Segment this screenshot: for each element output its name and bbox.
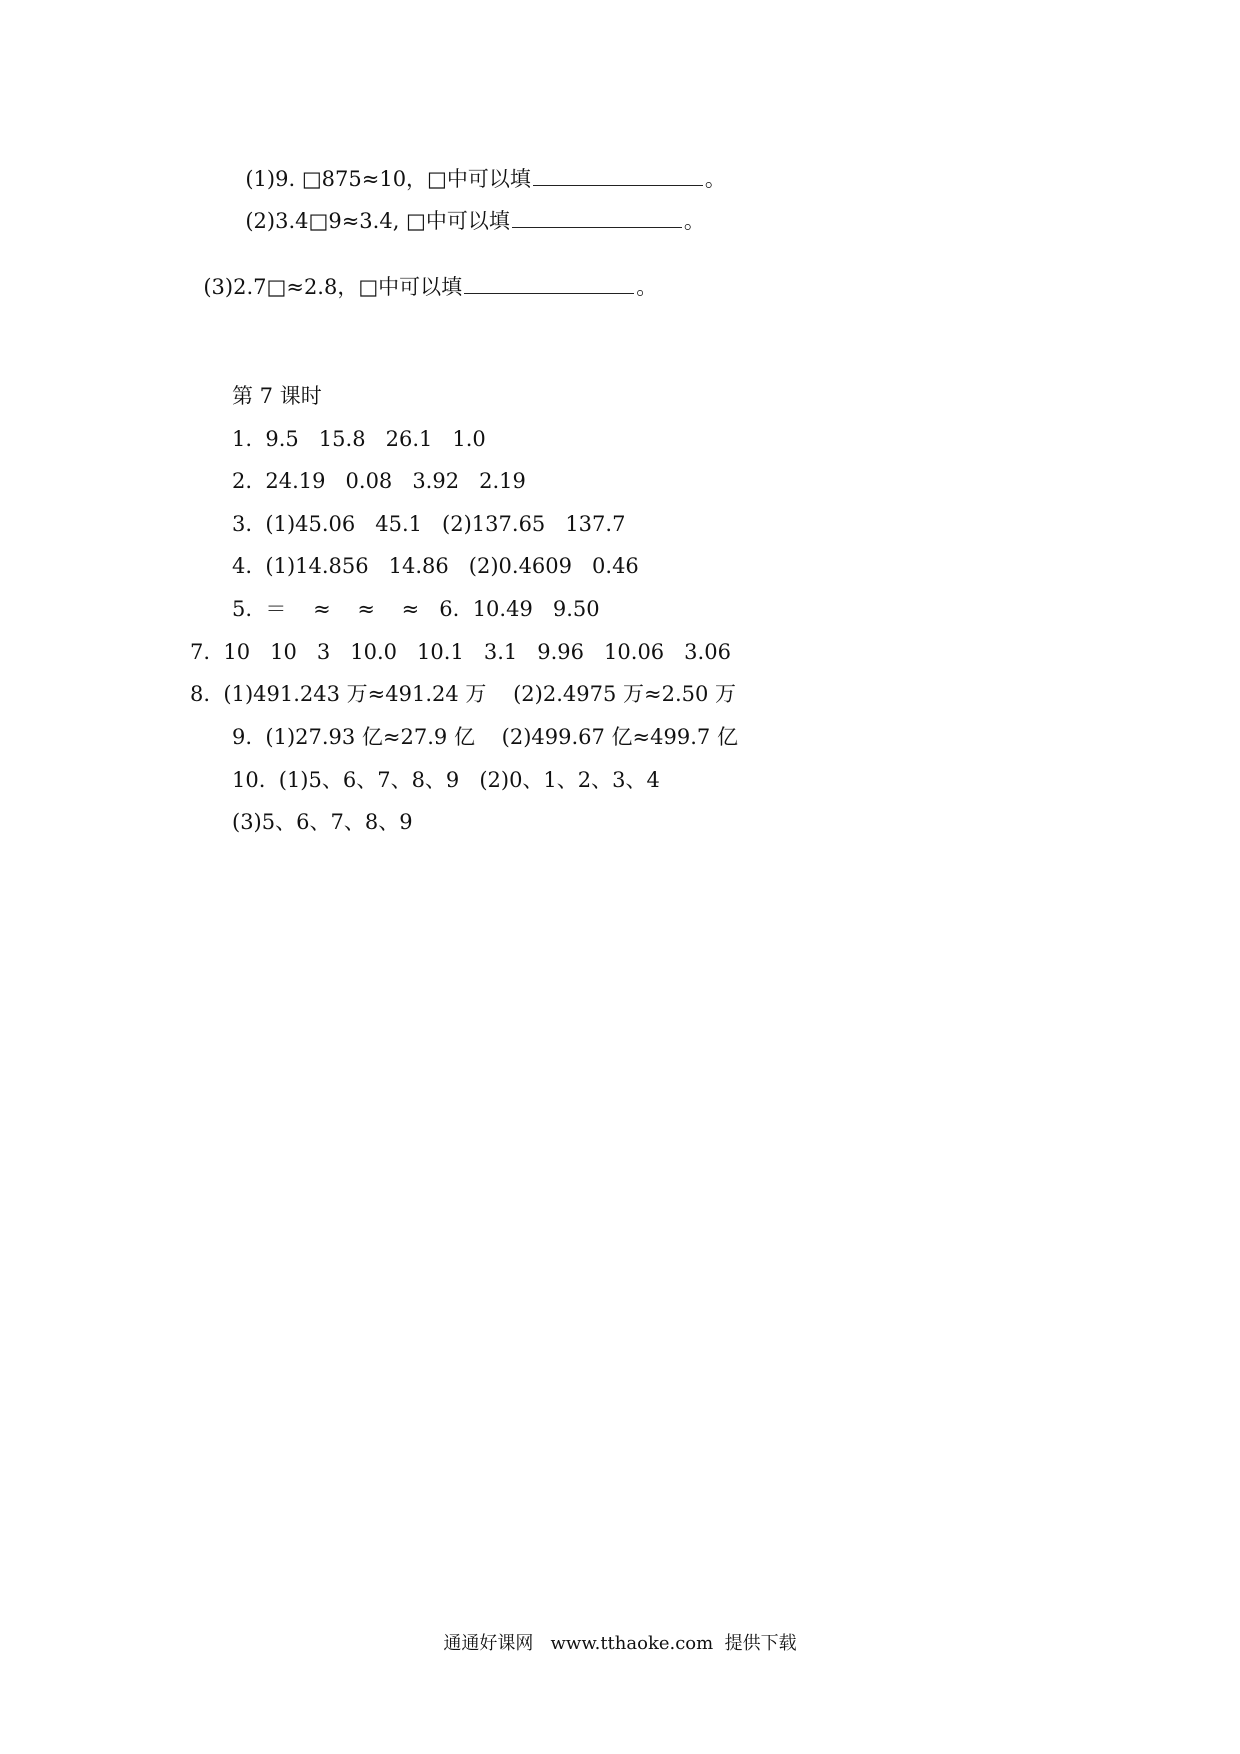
question-1-text: (1)9. □875≈10，□中可以填 [245, 167, 531, 191]
answer-line-4: 4. (1)14.856 14.86 (2)0.4609 0.46 [232, 554, 639, 578]
page-footer: 通通好课网 www.tthaoke.com 提供下载 [443, 1633, 797, 1654]
answer-line-1: 1. 9.5 15.8 26.1 1.0 [232, 427, 486, 451]
question-2-text: (2)3.4□9≈3.4, □中可以填 [245, 209, 510, 233]
answer-line-5: 5. ＝ ≈ ≈ ≈ 6. 10.49 9.50 [232, 597, 600, 621]
question-1-end: 。 [704, 167, 726, 191]
answer-line-7: 7. 10 10 3 10.0 10.1 3.1 9.96 10.06 3.06 [190, 640, 731, 664]
answers-heading: 第 7 课时 [232, 384, 322, 408]
answer-blank-2 [512, 207, 682, 228]
question-2 [232, 179, 705, 235]
question-3-end: 。 [636, 275, 658, 299]
question-3-text: (3)2.7□≈2.8，□中可以填 [203, 275, 463, 299]
answer-line-3: 3. (1)45.06 45.1 (2)137.65 137.7 [232, 512, 626, 536]
answer-line-2: 2. 24.19 0.08 3.92 2.19 [232, 469, 526, 493]
answer-line-10-3: (3)5、6、7、8、9 [232, 810, 413, 834]
answer-line-10: 10. (1)5、6、7、8、9 (2)0、1、2、3、4 [232, 768, 660, 792]
answer-line-9: 9. (1)27.93 亿≈27.9 亿 (2)499.67 亿≈499.7 亿 [232, 725, 738, 749]
answer-blank-3 [464, 273, 634, 294]
question-2-end: 。 [683, 209, 705, 233]
answer-line-8: 8. (1)491.243 万≈491.24 万 (2)2.4975 万≈2.50 万 [190, 682, 737, 706]
question-3 [190, 245, 657, 301]
